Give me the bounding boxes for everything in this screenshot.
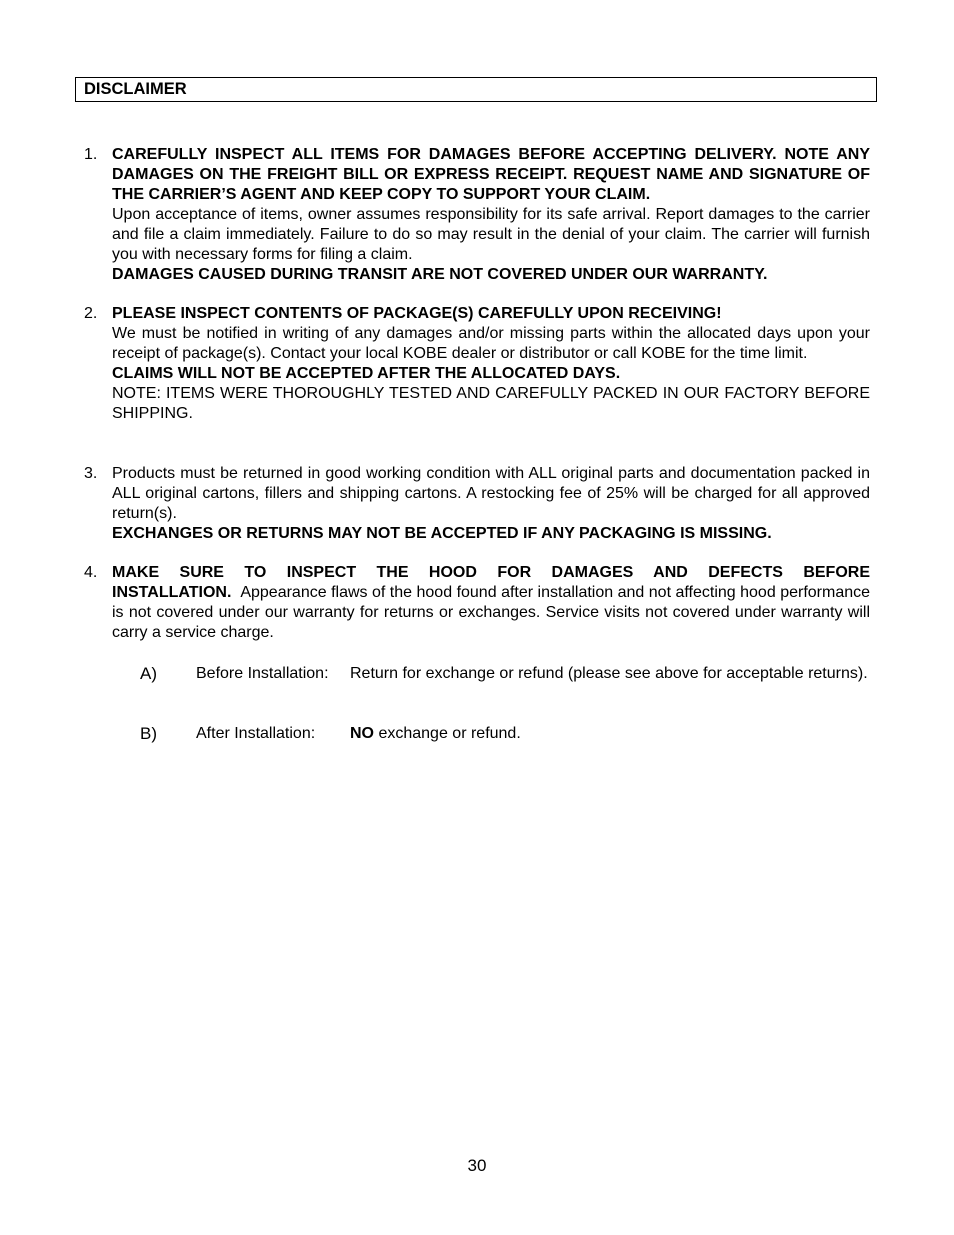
subitem-label: After Installation: [196, 725, 316, 742]
page-number: 30 [467, 1156, 487, 1175]
item-number: 1. [84, 146, 98, 163]
item-body: Upon acceptance of items, owner assumes responsibility for its safe arrival. Report damages to the carrier and file a claim immediately. Failure to do so may result in the denial of your claim. The carrier will furnish you with necessary forms for filing a claim. [112, 206, 870, 263]
disclaimer-item-4 [84, 563, 870, 643]
item-body: Products must be returned in good working condition with ALL original parts and documentation packed in ALL original cartons, fillers and shipping cartons. A restocking fee of 25% will be charged for all approved return(s). [112, 465, 870, 522]
item-bold-lead: MAKE SURE TO INSPECT THE HOOD FOR DAMAGES AND DEFECTS BEFORE INSTALLATION. [112, 564, 870, 601]
subitem-bold: NO [350, 725, 374, 742]
item-body: We must be notified in writing of any damages and/or missing parts within the allocated days upon your receipt of package(s). Contact your local KOBE dealer or distributor or call KOBE for the time limit. [112, 325, 870, 362]
subitem-label: Before Installation: [196, 665, 329, 682]
subitem-before-installation [140, 664, 870, 684]
item-bold-tail: DAMAGES CAUSED DURING TRANSIT ARE NOT COVERED UNDER OUR WARRANTY. [112, 266, 768, 283]
item-bold-lead: PLEASE INSPECT CONTENTS OF PACKAGE(S) CAREFULLY UPON RECEIVING! [112, 305, 722, 322]
section-title: DISCLAIMER [84, 80, 187, 98]
subitem-after-installation [140, 724, 870, 744]
item-number: 3. [84, 465, 98, 482]
subitem-letter: B) [140, 724, 157, 743]
item-number: 4. [84, 564, 98, 581]
item-bold-lead: CAREFULLY INSPECT ALL ITEMS FOR DAMAGES BEFORE ACCEPTING DELIVERY. NOTE ANY DAMAGES ON THE FREIGHT BILL OR EXPRESS RECEIPT. REQUEST NAME AND SIGNATURE OF THE CARRIER’S AGENT AND KEEP COPY TO SUPPORT YOUR CLAIM. [112, 146, 870, 203]
item-bold-tail: CLAIMS WILL NOT BE ACCEPTED AFTER THE ALLOCATED DAYS. [112, 365, 621, 382]
subitem-letter: A) [140, 664, 157, 683]
subitem-text: exchange or refund. [378, 725, 521, 742]
subitem-text: Return for exchange or refund (please see above for acceptable returns). [350, 665, 868, 682]
section-header [75, 77, 877, 102]
item-bold-tail: EXCHANGES OR RETURNS MAY NOT BE ACCEPTED IF ANY PACKAGING IS MISSING. [112, 525, 772, 542]
disclaimer-item-2 [84, 304, 870, 424]
disclaimer-item-3 [84, 464, 870, 544]
item-note: NOTE: ITEMS WERE THOROUGHLY TESTED AND CAREFULLY PACKED IN OUR FACTORY BEFORE SHIPPING. [112, 385, 870, 422]
item-body: Appearance flaws of the hood found after installation and not affecting hood performance is not covered under our warranty for returns or exchanges. Service visits not covered under warranty will carry a service charge. [112, 584, 871, 641]
item-number: 2. [84, 305, 98, 322]
disclaimer-item-1 [84, 145, 870, 285]
